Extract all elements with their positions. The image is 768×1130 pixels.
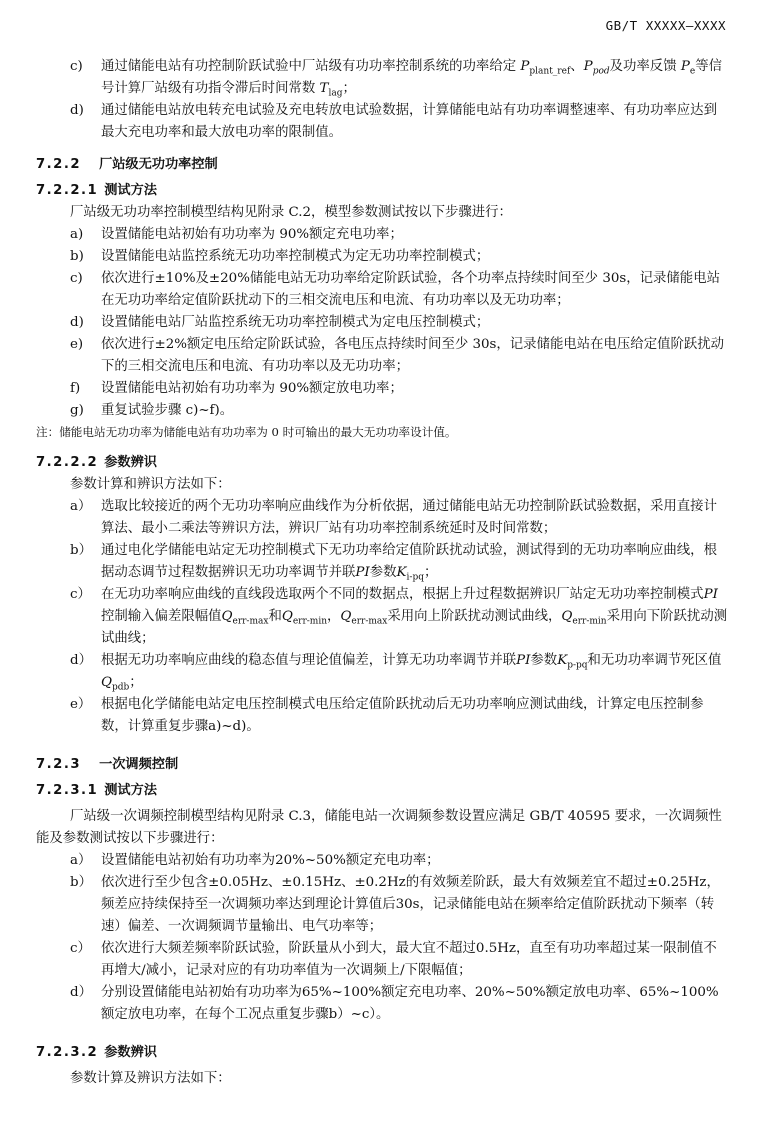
list-item: b） 通过电化学储能电站定无功控制模式下无功功率给定值阶跃扰动试验，测试得到的无功功率响应曲线，根据动态调节过程数据辨识无功功率调节并联PI参数$K_{i-pq}$；: [70, 543, 717, 583]
list-item: a） 设置储能电站初始有功功率为20%~50%额定充电功率；: [70, 853, 440, 868]
subsection-heading-7-2-3-1: 7.2.3.1 测试方法: [36, 783, 157, 798]
section-heading-7-2-3: 7.2.3 一次调频控制: [36, 757, 179, 772]
list-item: d） 根据无功功率响应曲线的稳态值与理论值偏差，计算无功功率调节并联PI参数$K_{p-pq}$和无功功率调节死区值$Q_{pdb}$；: [70, 653, 722, 693]
document-id: GB/T XXXXX—XXXX: [605, 18, 726, 33]
list-item-d: d) 通过储能电站放电转充电试验及充电转放电试验数据，计算储能电站有功功率调整速率、有功功率应达到最大充电功率和最大放电功率的限制值。: [36, 100, 730, 144]
list-item: b） 依次进行至少包含±0.05Hz、±0.15Hz、±0.2Hz的有效频差阶跃，最大有效频差宜不超过±0.25Hz，频差应持续保持至一次调频功率达到理论计算值后30s，记录储能电站在频率给定值阶跃扰动下频率（转速）偏差、一次调频调节量输出、电气功率等；: [70, 875, 720, 934]
list-item: c) 依次进行±10%及±20%储能电站无功功率给定阶跃试验，各个功率点持续时间至少 30s，记录储能电站在无功功率给定值阶跃扰动下的三相交流电压和电流、有功功率以及无功功率；: [70, 271, 720, 308]
list-item: e) 依次进行±2%额定电压给定阶跃试验，各电压点持续时间至少 30s，记录储能电站在电压给定值阶跃扰动下的三相交流电压和电流、有功功率以及无功功率；: [70, 337, 725, 374]
subsection-heading-7-2-2-2: 7.2.2.2 参数辨识: [36, 455, 157, 470]
list-item: d） 分别设置储能电站初始有功功率为65%~100%额定充电功率、20%~50%额定放电功率、65%~100%额定放电功率，在每个工况点重复步骤b）~c）。: [70, 985, 719, 1022]
list-item: d) 设置储能电站厂站监控系统无功功率控制模式为定电压控制模式；: [70, 315, 490, 330]
paragraph: 厂站级一次调频控制模型结构见附录 C.3，储能电站一次调频参数设置应满足 GB/T 40595 要求，一次调频性能及参数测试按以下步骤进行：: [36, 809, 722, 846]
list-item: a) 设置储能电站初始有功功率为 90%额定充电功率；: [70, 227, 403, 242]
list-item: f) 设置储能电站初始有功功率为 90%额定放电功率；: [70, 381, 403, 396]
page-content: [36, 56, 730, 1090]
list-item: e） 根据电化学储能电站定电压控制模式电压给定值阶跃扰动后无功功率响应测试曲线，计算定电压控制参数，计算重复步骤a)~d)。: [70, 697, 704, 734]
list-item: c） 依次进行大频差频率阶跃试验，阶跃量从小到大，最大宜不超过0.5Hz，直至有功功率超过某一限制值不再增大/减小，记录对应的有功功率值为一次调频上/下限幅值；: [70, 941, 717, 978]
paragraph: 参数计算及辨识方法如下：: [70, 1071, 231, 1086]
list-item-c: c) 通过储能电站有功控制阶跃试验中厂站级有功功率控制系统的功率给定 $P_{plant\_ref}$、$P_{pod}$及功率反馈 $P_e$等信号计算厂站级有功指令滞后时间常数 $T_{lag}$；: [36, 56, 730, 100]
list-marker: c): [70, 59, 83, 74]
subsection-heading-7-2-3-2: 7.2.3.2 参数辨识: [36, 1045, 157, 1060]
paragraph: 厂站级无功功率控制模型结构见附录 C.2，模型参数测试按以下步骤进行：: [70, 205, 512, 220]
list-item: a） 选取比较接近的两个无功功率响应曲线作为分析依据，通过储能电站无功控制阶跃试验数据，采用直接计算法、最小二乘法等辨识方法，辨识厂站有功功率控制系统延时及时间常数；: [70, 499, 717, 536]
paragraph: 参数计算和辨识方法如下：: [70, 477, 231, 492]
list-item: b) 设置储能电站监控系统无功功率控制模式为定无功功率控制模式；: [70, 249, 490, 264]
section-heading-7-2-2: 7.2.2 厂站级无功功率控制: [36, 157, 218, 172]
list-item: c） 在无功功率响应曲线的直线段选取两个不同的数据点，根据上升过程数据辨识厂站定无功功率控制模式PI控制输入偏差限幅值$Q_{err-max}$和$Q_{err-min}$，$Q_{err-max}$采用向上阶跃扰动测试曲线，$Q_{err-min}$采用向下阶跃扰动测试曲线；: [70, 587, 728, 646]
list-marker: d): [70, 103, 84, 118]
subsection-heading-7-2-2-1: 7.2.2.1 测试方法: [36, 183, 157, 198]
note: 注：储能电站无功功率为储能电站有功功率为 0 时可输出的最大无功功率设计值。: [36, 425, 457, 439]
list-item: g) 重复试验步骤 c)~f)。: [70, 403, 234, 418]
